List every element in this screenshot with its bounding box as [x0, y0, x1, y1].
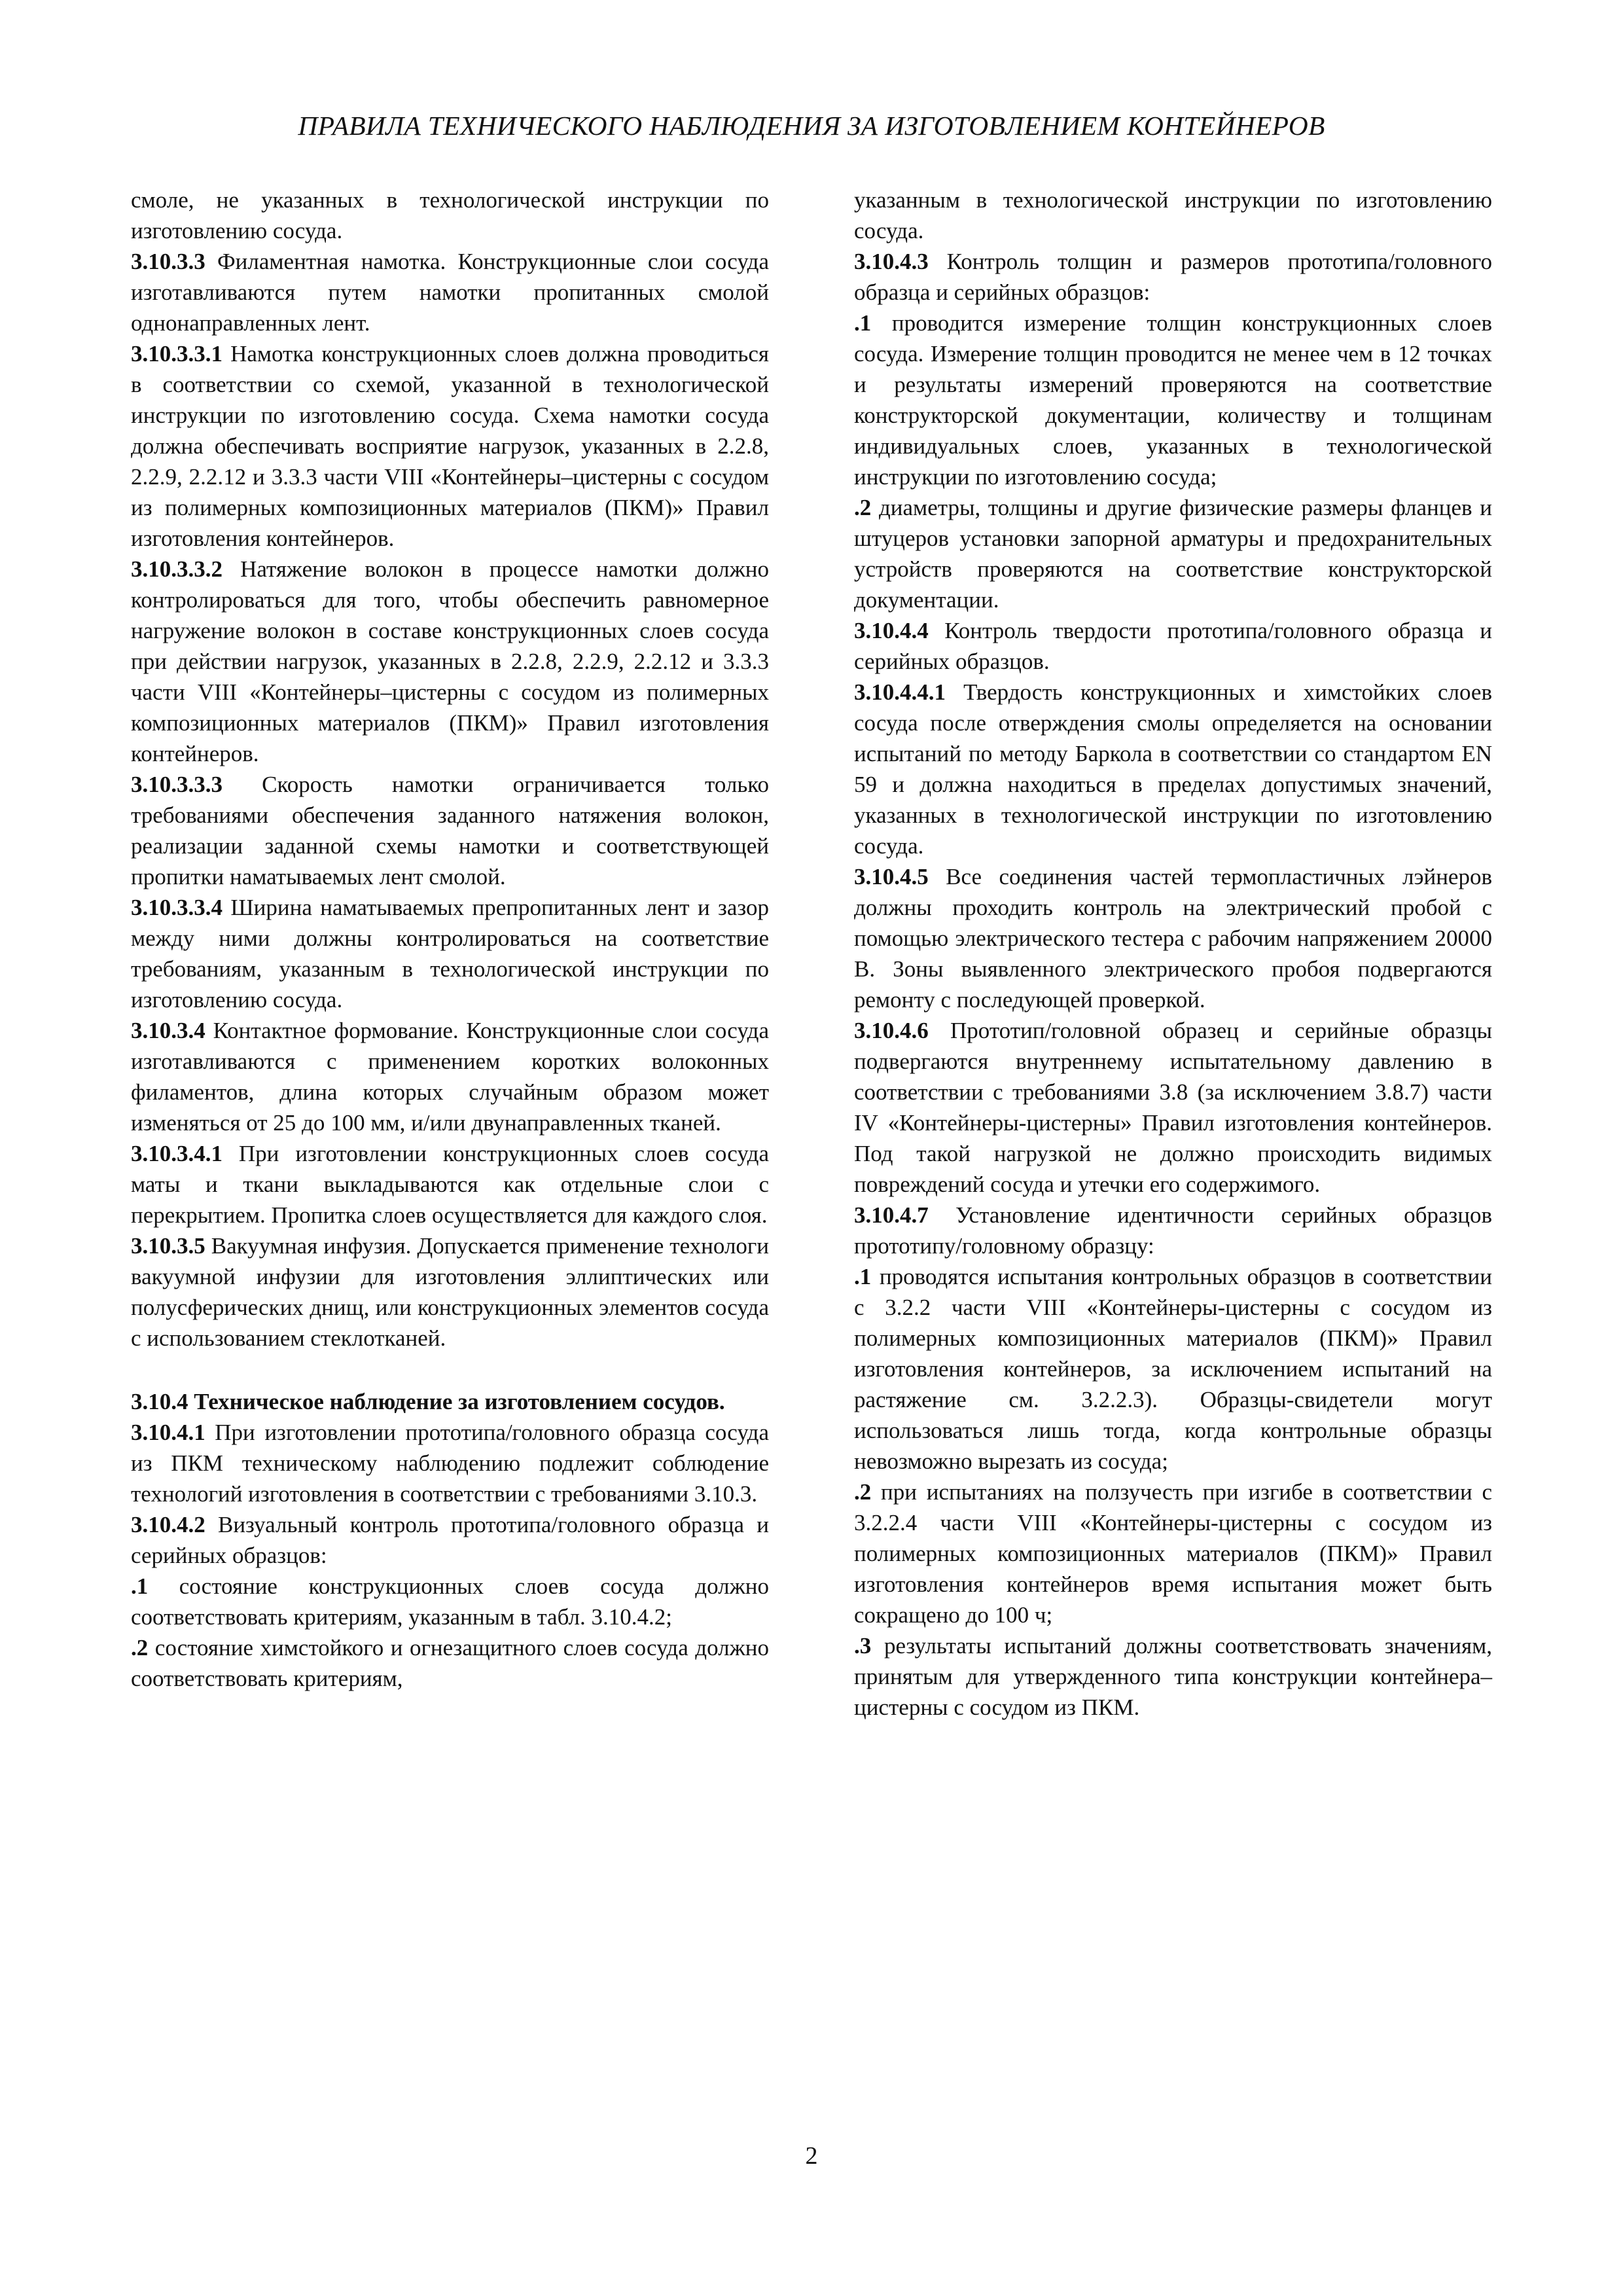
clause-number: 3.10.4.3 [854, 249, 929, 274]
clause-number: 3.10.3.5 [131, 1233, 205, 1259]
paragraph [131, 1417, 769, 1509]
clause-number: 3.10.3.3 [131, 249, 205, 274]
paragraph [131, 1230, 769, 1354]
paragraph-text: Натяжение волокон в процессе намотки должно контролироваться для того, чтобы обеспечить равномерное нагружение волокон в составе конструкционных слоев сосуда при действии нагрузок, указанных в 2.2.8, 2.2.9, 2.2.12 и 3.3.3 части VIII «Контейнеры–цистерны с сосудом из полимерных композиционных материалов (ПКМ)» Правил изготовления контейнеров. [131, 556, 770, 766]
paragraph-text: Прототип/головной образец и серийные образцы подвергаются внутреннему испытательному давлению в соответствии с требованиями 3.8 (за исключением 3.8.7) части IV «Контейнеры-цистерны» Правил изготовления контейнеров. Под такой нагрузкой не должно происходить видимых повреждений сосуда и утечки его содержимого. [854, 1018, 1492, 1197]
list-number: .2 [131, 1635, 149, 1660]
section-heading: 3.10.4 Техническое наблюдение за изготовлением сосудов. [131, 1389, 725, 1414]
paragraph-text: смоле, не указанных в технологической инструкции по изготовлению сосуда. [131, 187, 769, 243]
page-number: 2 [805, 2142, 818, 2170]
paragraph-text: Контроль толщин и размеров прототипа/головного образца и серийных образцов: [854, 249, 1492, 305]
clause-number: 3.10.3.3.4 [131, 895, 223, 920]
list-item [131, 1632, 769, 1694]
list-item-text: проводятся испытания контрольных образцов в соответствии с 3.2.2 части VIII «Контейнеры-цистерны с сосудом из полимерных композиционных материалов (ПКМ)» Правил изготовления контейнеров, за исключением испытаний на растяжение см. 3.2.2.3). Образцы-свидетели могут использоваться лишь тогда, когда контрольные образцы невозможно вырезать из сосуда; [854, 1264, 1492, 1474]
paragraph-text: При изготовлении прототипа/головного образца сосуда из ПКМ техническому наблюдению подлежит соблюдение технологий изготовления в соответствии с требованиями 3.10.3. [131, 1420, 769, 1507]
paragraph-text: При изготовлении конструкционных слоев сосуда маты и ткани выкладываются как отдельные слои с перекрытием. Пропитка слоев осуществляется для каждого слоя. [131, 1141, 769, 1228]
paragraph [854, 677, 1492, 861]
clause-number: 3.10.3.3.3 [131, 772, 223, 797]
clause-number: 3.10.4.1 [131, 1420, 205, 1445]
paragraph [854, 185, 1492, 246]
paragraph [131, 554, 769, 769]
page-header: ПРАВИЛА ТЕХНИЧЕСКОГО НАБЛЮДЕНИЯ ЗА ИЗГОТОВЛЕНИЕМ КОНТЕЙНЕРОВ [298, 111, 1325, 141]
paragraph [854, 1200, 1492, 1261]
clause-number: 3.10.4.5 [854, 864, 929, 889]
paragraph [131, 1509, 769, 1571]
list-item [854, 1477, 1492, 1630]
paragraph [131, 246, 769, 338]
paragraph-text: Намотка конструкционных слоев должна проводиться в соответствии со схемой, указанной в технологической инструкции по изготовлению сосуда. Схема намотки сосуда должна обеспечивать восприятие нагрузок, указанных в 2.2.8, 2.2.9, 2.2.12 и 3.3.3 части VIII «Контейнеры–цистерны с сосудом из полимерных композиционных материалов (ПКМ)» Правил изготовления контейнеров. [131, 341, 769, 551]
list-item-text: состояние конструкционных слоев сосуда должно соответствовать критериям, указанным в табл. 3.10.4.2; [131, 1573, 770, 1630]
paragraph-text: Твердость конструкционных и химстойких слоев сосуда после отверждения смолы определяется на основании испытаний по методу Баркола в соответствии со стандартом EN 59 и должна находиться в пределах допустимых значений, указанных в технологической инструкции по изготовлению сосуда. [854, 679, 1492, 859]
paragraph [854, 246, 1492, 308]
list-item [131, 1571, 769, 1632]
body-columns [131, 185, 1492, 1723]
paragraph-text: Установление идентичности серийных образцов прототипу/головному образцу: [854, 1202, 1492, 1259]
list-item-text: диаметры, толщины и другие физические размеры фланцев и штуцеров установки запорной арматуры и предохранительных устройств проверяются на соответствие конструкторской документации. [854, 495, 1493, 613]
paragraph-text: указанным в технологической инструкции по изготовлению сосуда. [854, 187, 1492, 243]
list-item-text: результаты испытаний должны соответствовать значениям, принятым для утвержденного типа конструкции контейнера–цистерны с сосудом из ПКМ. [854, 1633, 1492, 1720]
list-item [854, 492, 1492, 615]
list-item-text: состояние химстойкого и огнезащитного слоев сосуда должно соответствовать критериям, [131, 1635, 769, 1691]
list-number: .3 [854, 1633, 872, 1659]
paragraph-text: Контактное формование. Конструкционные слои сосуда изготавливаются с применением коротких волоконных филаментов, длина которых случайным образом может изменяться от 25 до 100 мм, и/или двунаправленных тканей. [131, 1018, 770, 1136]
list-item-text: при испытаниях на ползучесть при изгибе в соответствии с 3.2.2.4 части VIII «Контейнеры-цистерны с сосудом из полимерных композиционных материалов (ПКМ)» Правил изготовления контейнеров время испытания может быть сокращено до 100 ч; [854, 1479, 1492, 1628]
clause-number: 3.10.3.3.2 [131, 556, 223, 582]
paragraph-text: Визуальный контроль прототипа/головного образца и серийных образцов: [131, 1512, 769, 1568]
clause-number: 3.10.4.6 [854, 1018, 929, 1043]
list-item-text: проводится измерение толщин конструкционных слоев сосуда. Измерение толщин проводится не менее чем в 12 точках и результаты измерений проверяются на соответствие конструкторской документации, количеству и толщинам индивидуальных слоев, указанных в технологической инструкции по изготовлению сосуда; [854, 310, 1492, 490]
left-column [131, 185, 769, 1723]
paragraph-text: Все соединения частей термопластичных лэйнеров должны проходить контроль на электрический пробой с помощью электрического тестера с рабочим напряжением 20000 В. Зоны выявленного электрического пробоя подвергаются ремонту с последующей проверкой. [854, 864, 1492, 1013]
paragraph [131, 769, 769, 892]
paragraph-text: Контроль твердости прототипа/головного образца и серийных образцов. [854, 618, 1493, 674]
paragraph-text: Ширина наматываемых препропитанных лент и зазор между ними должны контролироваться на соответствие требованиям, указанным в технологической инструкции по изготовлению сосуда. [131, 895, 770, 1013]
paragraph [131, 1015, 769, 1138]
paragraph-text: Скорость намотки ограничивается только требованиями обеспечения заданного натяжения волокон, реализации заданной схемы намотки и соответствующей пропитки наматываемых лент смолой. [131, 772, 770, 889]
paragraph [131, 892, 769, 1015]
list-number: .1 [131, 1573, 149, 1599]
clause-number: 3.10.4.7 [854, 1202, 929, 1228]
clause-number: 3.10.4.4.1 [854, 679, 946, 705]
list-number: .1 [854, 310, 872, 336]
paragraph-text: Вакуумная инфузия. Допускается применение технологи вакуумной инфузии для изготовления эллиптических или полусферических днищ, или конструкционных элементов сосуда с использованием стеклотканей. [131, 1233, 769, 1351]
list-number: .2 [854, 495, 872, 520]
clause-number: 3.10.3.4.1 [131, 1141, 223, 1166]
list-item [854, 1630, 1492, 1723]
list-item [854, 308, 1492, 492]
paragraph [854, 861, 1492, 1015]
paragraph-text: Филаментная намотка. Конструкционные слои сосуда изготавливаются путем намотки пропитанных смолой однонаправленных лент. [131, 249, 769, 336]
clause-number: 3.10.4.2 [131, 1512, 205, 1537]
paragraph [131, 1138, 769, 1230]
paragraph [854, 1015, 1492, 1200]
list-number: .1 [854, 1264, 872, 1289]
paragraph [854, 615, 1492, 677]
clause-number: 3.10.4.4 [854, 618, 929, 643]
clause-number: 3.10.3.3.1 [131, 341, 223, 367]
clause-number: 3.10.3.4 [131, 1018, 205, 1043]
list-number: .2 [854, 1479, 872, 1505]
paragraph [131, 185, 769, 246]
list-item [854, 1261, 1492, 1477]
right-column [854, 185, 1492, 1723]
paragraph [131, 338, 769, 554]
